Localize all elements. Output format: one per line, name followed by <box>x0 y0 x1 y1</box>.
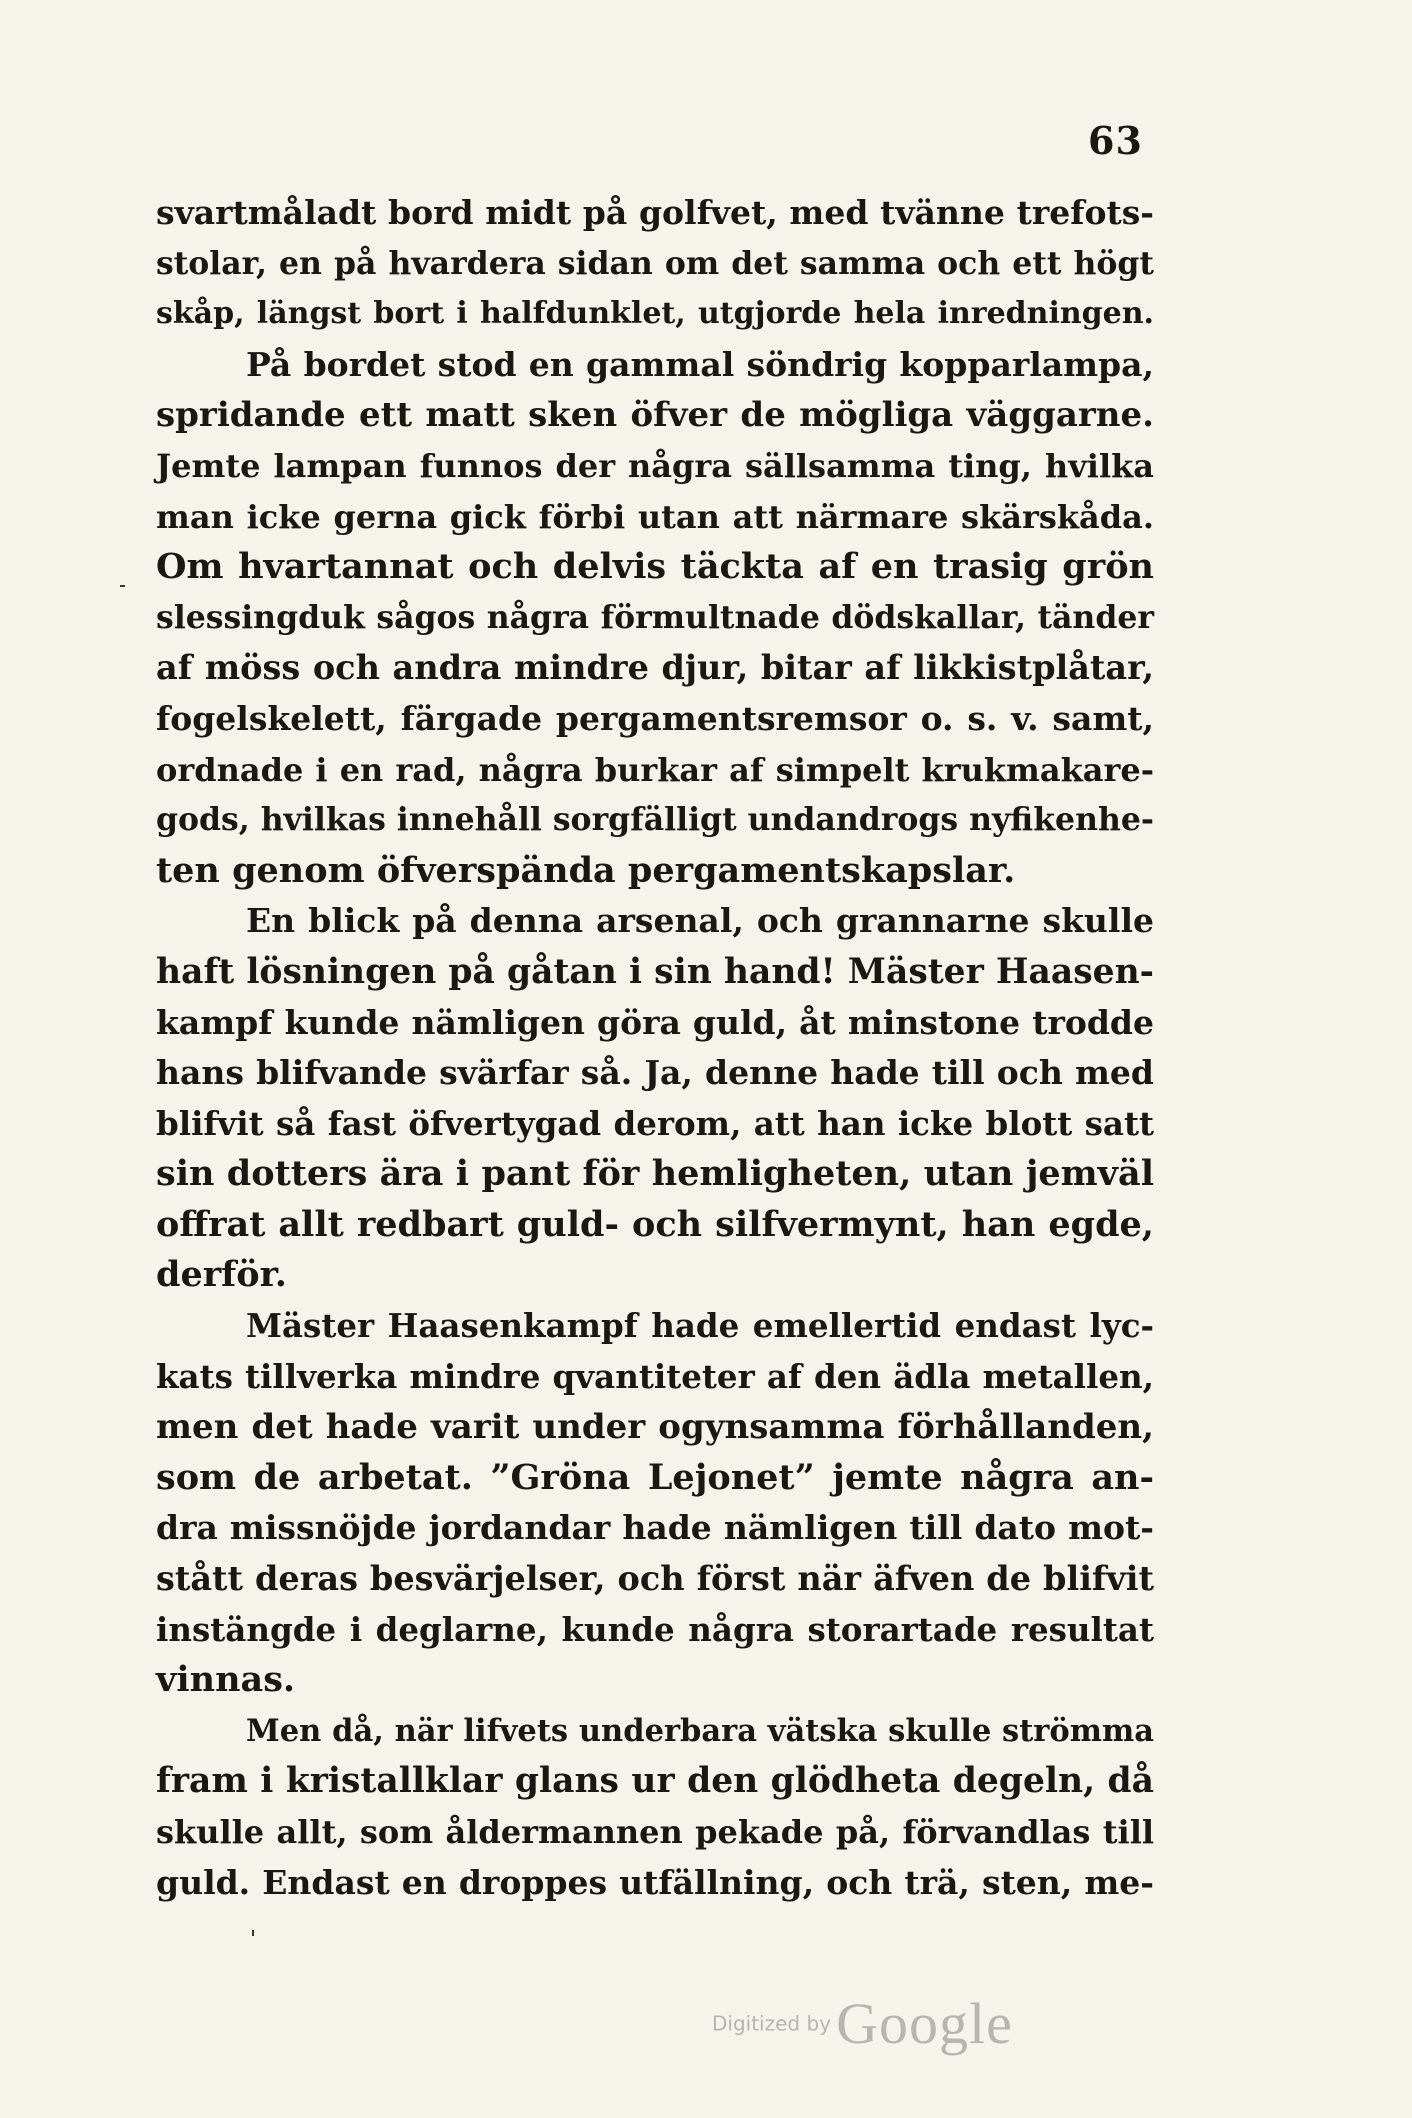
text-line: kampf kunde nämligen göra guld, åt minstone trodde <box>156 1002 1154 1042</box>
digitization-watermark <box>712 1990 1013 2057</box>
text-line: blifvit så fast öfvertygad derom, att han icke blott satt <box>156 1103 1154 1143</box>
text-line: guld. Endast en droppes utfällning, och trä, sten, me- <box>156 1862 1154 1902</box>
ink-speck <box>120 585 125 587</box>
body-text <box>156 188 1154 1908</box>
text-line: instängde i deglarne, kunde några storartade resultat <box>156 1609 1154 1649</box>
text-line: spridande ett matt sken öfver de mögliga väggarne. <box>156 395 1154 436</box>
text-line: derför. <box>156 1254 287 1296</box>
text-line: vinnas. <box>156 1659 296 1701</box>
text-line: stolar, en på hvardera sidan om det samma och ett högt <box>156 244 1154 282</box>
text-line: ten genom öfverspända pergamentskapslar. <box>156 849 1016 891</box>
text-line: som de arbetat. ”Gröna Lejonet” jemte några an- <box>156 1456 1154 1498</box>
watermark-prefix: Digitized by <box>712 2011 831 2036</box>
watermark-brand: Google <box>836 1991 1013 2056</box>
text-line: kats tillverka mindre qvantiteter af den ädla metallen, <box>156 1356 1154 1396</box>
text-line: stått deras besvärjelser, och först när äfven de blifvit <box>156 1559 1154 1599</box>
ink-speck <box>252 1930 254 1936</box>
text-line: Mäster Haasenkampf hade emellertid endast lyc- <box>246 1306 1154 1346</box>
text-line: På bordet stod en gammal söndrig kopparlampa, <box>246 344 1154 384</box>
text-line: skåp, längst bort i halfdunklet, utgjorde hela inredningen. <box>156 296 1154 332</box>
text-line: Jemte lampan funnos der några sällsamma ting, hvilka <box>156 446 1154 485</box>
text-line: hans blifvande svärfar så. Ja, denne hade till och med <box>156 1053 1154 1093</box>
text-line: fram i kristallklar glans ur den glödheta degeln, då <box>156 1761 1154 1802</box>
text-line: man icke gerna gick förbi utan att närmare skärskåda. <box>156 497 1154 536</box>
text-line: svartmåladt bord midt på golfvet, med tvänne trefots- <box>156 193 1154 232</box>
text-line: haft lösningen på gåtan i sin hand! Mäster Haasen- <box>156 951 1154 992</box>
text-line: slessingduk sågos några förmultnade dödskallar, tänder <box>156 598 1154 636</box>
text-line: Om hvartannat och delvis täckta af en trasig grön <box>156 546 1154 588</box>
text-line: offrat allt redbart guld- och silfvermynt, han egde, <box>156 1203 1154 1245</box>
text-line: skulle allt, som åldermannen pekade på, förvandlas till <box>156 1813 1154 1851</box>
text-line: af möss och andra mindre djur, bitar af likkistplåtar, <box>156 648 1154 688</box>
text-line: Men då, när lifvets underbara vätska skulle strömma <box>246 1712 1154 1749</box>
text-line: gods, hvilkas innehåll sorgfälligt undandrogs nyfikenhe- <box>156 801 1154 839</box>
page-number: 63 <box>1088 118 1143 163</box>
text-line: men det hade varit under ogynsamma förhållanden, <box>156 1407 1154 1448</box>
text-line: fogelskelett, färgade pergamentsremsor o. s. v. samt, <box>156 698 1154 738</box>
text-line: sin dotters ära i pant för hemligheten, utan jemväl <box>156 1153 1154 1195</box>
text-line: ordnade i en rad, några burkar af simpelt krukmakare- <box>156 750 1154 789</box>
text-line: dra missnöjde jordandar hade nämligen till dato mot- <box>156 1508 1154 1548</box>
text-line: En blick på denna arsenal, och grannarne skulle <box>246 901 1154 941</box>
